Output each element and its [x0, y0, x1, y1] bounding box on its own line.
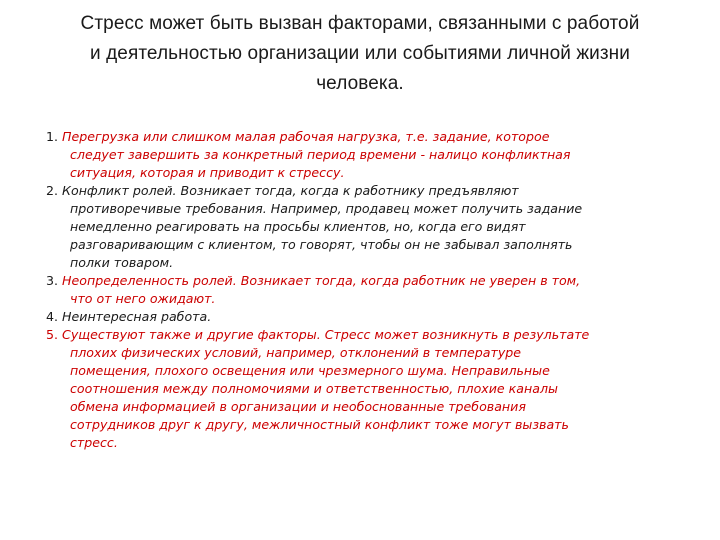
item-2-line-3: немедленно реагировать на просьбы клиентов, но, когда его видят	[70, 219, 526, 234]
item-4-number: 4.	[46, 309, 59, 324]
item-2-line-2: противоречивые требования. Например, продавец может получить задание	[70, 201, 583, 216]
item-5-text-1: Существуют также и другие факторы. Стресс может возникнуть в результате	[62, 327, 590, 342]
item-5-line-2: плохих физических условий, например, отклонений в температуре	[70, 345, 522, 360]
item-2-line-1	[46, 182, 686, 200]
item-4-text-1: Неинтересная работа.	[62, 309, 212, 324]
item-3-line-2: что от него ожидают.	[70, 291, 216, 306]
item-5-line-3: помещения, плохого освещения или чрезмерного шума. Неправильные	[70, 363, 550, 378]
factor-list	[46, 128, 686, 452]
item-5-line-6: сотрудников друг к другу, межличностный конфликт тоже могут вызвать	[70, 417, 569, 432]
item-2-line-5: полки товаром.	[70, 255, 174, 270]
item-2-line-4: разговаривающим с клиентом, то говорят, чтобы он не забывал заполнять	[70, 237, 573, 252]
item-1-line-1	[46, 128, 686, 146]
item-5-line-5: обмена информацией в организации и необоснованные требования	[70, 399, 526, 414]
item-1-line-3: ситуация, которая и приводит к стрессу.	[70, 165, 345, 180]
item-1-number: 1.	[46, 129, 59, 144]
item-3-line-1	[46, 272, 686, 290]
list-item-5	[46, 326, 686, 452]
list-item-4	[46, 308, 686, 326]
item-1-line-2: следует завершить за конкретный период времени - налицо конфликтная	[70, 147, 571, 162]
item-2-number: 2.	[46, 183, 59, 198]
item-5-line-1	[46, 326, 686, 344]
item-3-number: 3.	[46, 273, 59, 288]
list-item-1	[46, 128, 686, 182]
title-line-2: и деятельностью организации или событиями личной жизни	[90, 43, 630, 64]
item-5-line-4: соотношения между полномочиями и ответственностью, плохие каналы	[70, 381, 558, 396]
item-5-line-7: стресс.	[70, 435, 118, 450]
item-5-number: 5.	[46, 327, 59, 342]
list-item-3	[46, 272, 686, 308]
list-item-2	[46, 182, 686, 272]
slide-title	[30, 9, 690, 99]
title-line-3: человека.	[316, 73, 404, 94]
item-1-text-1: Перегрузка или слишком малая рабочая нагрузка, т.е. задание, которое	[62, 129, 550, 144]
item-4-line-1	[46, 308, 686, 326]
item-3-text-1: Неопределенность ролей. Возникает тогда, когда работник не уверен в том,	[62, 273, 581, 288]
item-2-text-1: Конфликт ролей. Возникает тогда, когда к работнику предъявляют	[62, 183, 519, 198]
title-line-1: Стресс может быть вызван факторами, связанными с работой	[80, 13, 640, 34]
